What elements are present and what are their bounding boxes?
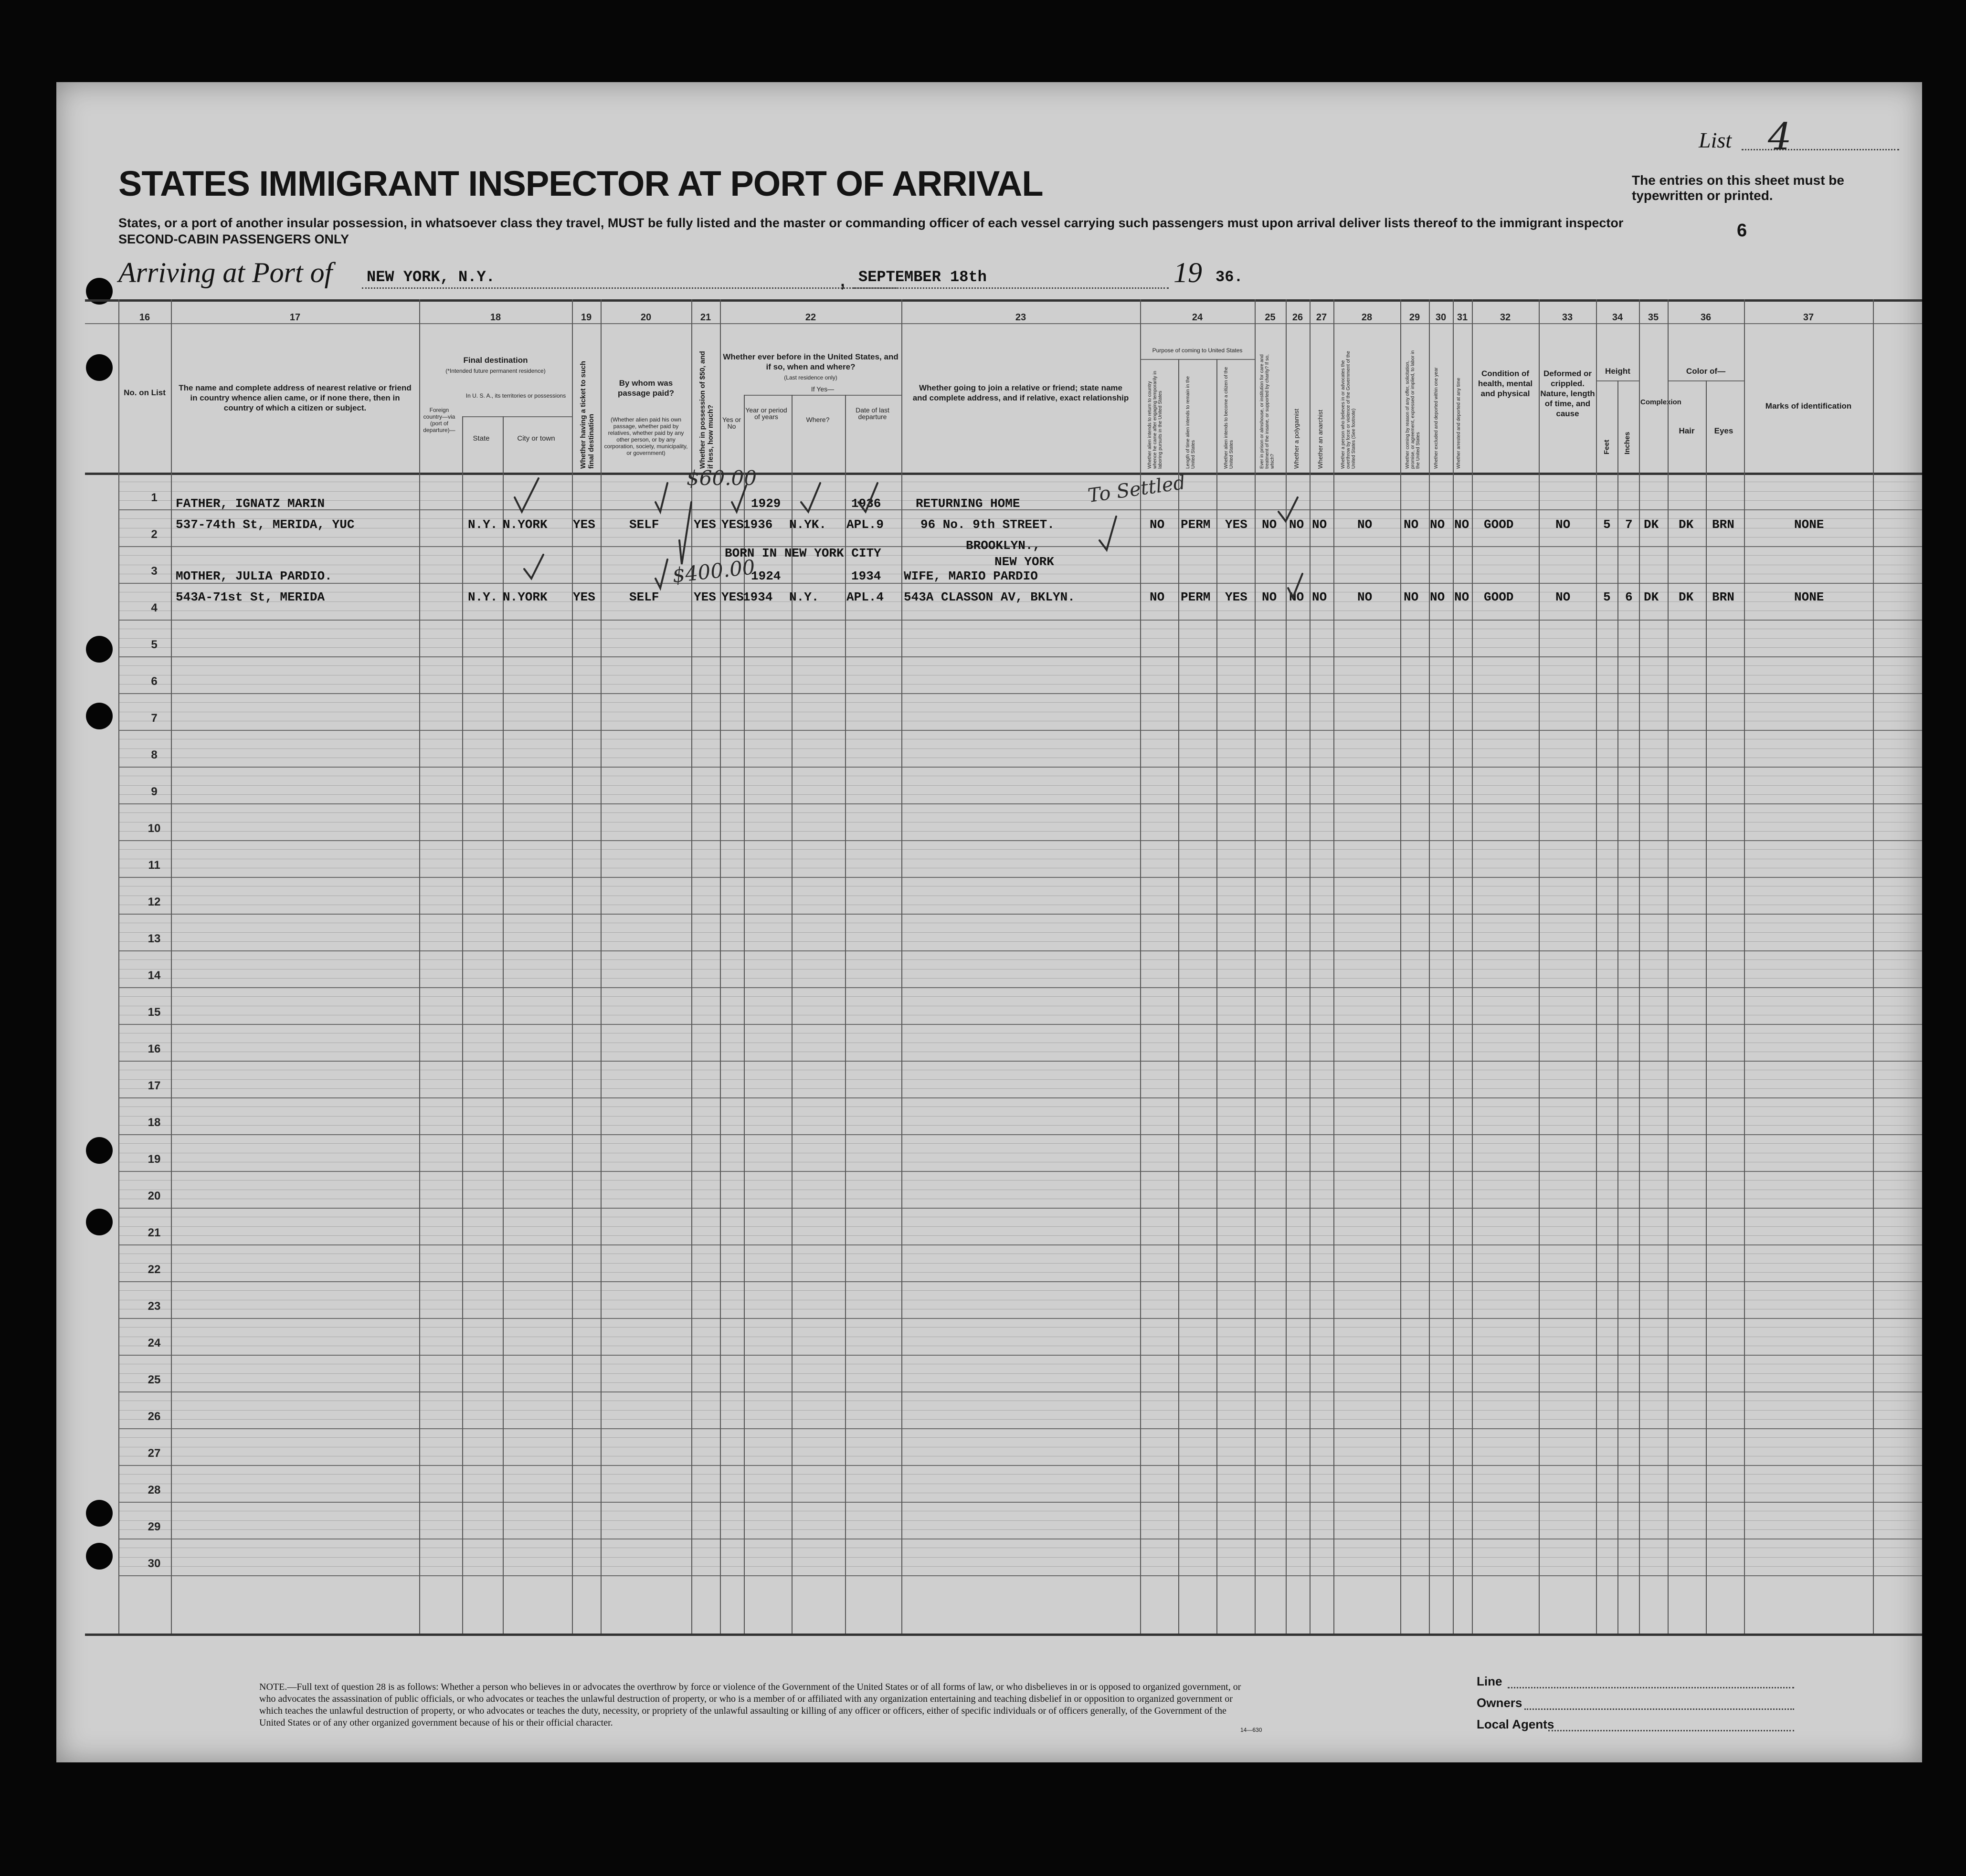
- colnum-31: 31: [1457, 312, 1468, 323]
- manifest-sheet: [56, 82, 1922, 1762]
- owners-label: Owners: [1477, 1696, 1522, 1710]
- date-value: SEPTEMBER 18th: [858, 268, 987, 286]
- ruled-line: [118, 1235, 1922, 1236]
- ruled-line: [118, 1143, 1922, 1144]
- header-deformed: Deformed or crippled. Nature, length of time, and cause: [1540, 369, 1595, 418]
- owners-dots: [1524, 1708, 1794, 1710]
- header-yes-no: Yes or No: [722, 416, 741, 430]
- entry-before-yes: YES: [721, 590, 744, 604]
- colnum-17: 17: [289, 312, 301, 323]
- header-health: Condition of health, mental and physical: [1478, 369, 1533, 398]
- ruled-line: [118, 831, 1922, 832]
- row-number: 29: [148, 1520, 161, 1533]
- entry-join: WIFE, MARIO PARDIO: [904, 569, 1038, 583]
- footnote-question-28: NOTE.—Full text of question 28 is as follows: Whether a person who believes in or advocates the overthrow by force or violence of the Government of the United States or of all forms of law, or who disbelieves in or is opposed to organized government, or who advocates the assassination of public officials, or who advocates or teaches the unlawful destruction of property, or who is a member of or affiliated with any organization entertaining and teaching disbelief in or opposition to organized government or which teaches the unlawful destruction of property, or who advocates or teaches the duty, necessity, or propriety of the unlawful assaulting or killing of any officer or officers, either of specific individuals or of officers generally, of the Government of the United States or of any other organized government because of his or their official character.: [259, 1682, 1241, 1728]
- header-q28: Whether a person who believes in or advocates the overthrow by force or violence of the Government of the United States (See footnote): [1341, 351, 1356, 469]
- line-label: Line: [1477, 1674, 1502, 1688]
- header-before-in-us: Whether ever before in the United States, and if so, when and where?: [723, 352, 898, 371]
- row-number: 15: [148, 1005, 161, 1019]
- entry-deformed: NO: [1555, 590, 1571, 604]
- entry-years: 1929: [751, 496, 781, 511]
- list-number: 4: [1768, 116, 1792, 158]
- ruled-line: [118, 1327, 1922, 1328]
- header-city: City or town: [517, 434, 555, 443]
- row-number: 2: [151, 527, 158, 541]
- row-number: 23: [148, 1299, 161, 1313]
- row-number: 21: [148, 1226, 161, 1239]
- entry-health: GOOD: [1484, 517, 1514, 532]
- entry-before-yes: YES: [721, 517, 744, 532]
- entry-citizen: YES: [1225, 517, 1247, 532]
- colnum-24: 24: [1192, 312, 1203, 323]
- row-number: 14: [148, 969, 161, 982]
- ruled-line: [118, 1437, 1922, 1438]
- ruled-line: [118, 1566, 1922, 1567]
- ruled-line: [118, 849, 1922, 850]
- row-number: 4: [151, 601, 158, 614]
- entry-marks: NONE: [1794, 590, 1824, 604]
- ruled-line: [118, 941, 1922, 942]
- entry-years: 1936: [743, 517, 773, 532]
- header-height: Height: [1605, 367, 1630, 376]
- check-mark: [655, 483, 667, 512]
- entry-prison: NO: [1262, 517, 1277, 532]
- ruled-line: [118, 1520, 1922, 1521]
- check-mark: [1099, 516, 1116, 550]
- colnum-36: 36: [1700, 312, 1712, 323]
- punch-hole: [86, 703, 113, 729]
- colnum-27: 27: [1316, 312, 1327, 323]
- entry-eyes: BRN: [1712, 590, 1734, 604]
- colnum-20: 20: [640, 312, 652, 323]
- entry-paid-by: SELF: [629, 517, 659, 532]
- entry-relative: MOTHER, JULIA PARDIO.: [176, 569, 332, 583]
- row-number: 13: [148, 932, 161, 945]
- entry-anarchist: NO: [1312, 590, 1327, 604]
- ruled-line: [118, 748, 1922, 749]
- colnum-26: 26: [1292, 312, 1303, 323]
- entry-feet: 5: [1603, 517, 1611, 532]
- ruled-line: [118, 1529, 1922, 1530]
- ruled-line: [118, 1373, 1922, 1374]
- ruled-line: [118, 1428, 1922, 1429]
- check-mark: [679, 502, 691, 564]
- entry-money: YES: [694, 590, 716, 604]
- colnum-29: 29: [1409, 312, 1420, 323]
- row-number: 7: [151, 711, 158, 725]
- entry-deformed: NO: [1555, 517, 1571, 532]
- header-if-yes: If Yes—: [811, 385, 835, 393]
- row-number: 27: [148, 1446, 161, 1460]
- entry-relative: FATHER, IGNATZ MARIN: [176, 496, 325, 511]
- ruled-line: [118, 1061, 1922, 1062]
- header-marks: Marks of identification: [1765, 401, 1852, 411]
- check-marks: [56, 82, 1922, 703]
- row-number: 11: [148, 858, 160, 872]
- header-length-of-stay: Length of time alien intends to remain in the United States: [1185, 376, 1196, 469]
- header-q31: Whether arrested and deported at any time: [1456, 378, 1461, 469]
- entry-ticket: YES: [573, 590, 595, 604]
- check-mark: [515, 478, 539, 512]
- colnum-30: 30: [1435, 312, 1447, 323]
- ruled-line: [118, 1355, 1922, 1356]
- entry-state: N.Y.: [468, 517, 498, 532]
- ruled-line: [118, 1382, 1922, 1383]
- ruled-line: [118, 840, 1922, 841]
- ruled-line: [118, 1281, 1922, 1282]
- ruled-line: [118, 969, 1922, 970]
- ruled-line: [118, 914, 1922, 915]
- entry-paid-by: SELF: [629, 590, 659, 604]
- header-complexion: Complexion: [1640, 398, 1681, 406]
- row-number: 19: [148, 1152, 161, 1166]
- ruled-line: [118, 794, 1922, 795]
- row-number: 10: [148, 822, 161, 835]
- entry-q28: NO: [1357, 590, 1373, 604]
- colnum-35: 35: [1648, 312, 1659, 323]
- entry-money-handwritten: $60.00: [687, 466, 757, 490]
- ruled-line: [118, 950, 1922, 951]
- entry-return: NO: [1150, 517, 1165, 532]
- check-mark: [1288, 574, 1302, 598]
- header-q29: Whether coming by reason of any offer, solicitation, promise, or agreement, expressed or implied, to labor in the United States: [1405, 350, 1421, 469]
- header-inches: Inches: [1623, 432, 1631, 454]
- subtitle-line: States, or a port of another insular possession, in whatsoever class they travel, MUST be fully listed and the master or commanding officer of each vessel carrying such passengers must upon arrival deliver lists thereof to the immigrant inspector: [118, 216, 1624, 230]
- ruled-line: [118, 1088, 1922, 1089]
- entry-return: NO: [1150, 590, 1165, 604]
- entry-q30: NO: [1430, 517, 1445, 532]
- arriving-label: Arriving at Port of: [118, 257, 333, 288]
- entry-join: RETURNING HOME: [916, 496, 1020, 511]
- header-state: State: [473, 434, 490, 443]
- entry-years: 1924: [751, 569, 781, 583]
- entry-join-address: 96 No. 9th STREET.: [920, 517, 1055, 532]
- ruled-line: [118, 1502, 1922, 1503]
- row-number: 25: [148, 1373, 161, 1386]
- ruled-line: [118, 996, 1922, 997]
- entry-ticket: YES: [573, 517, 595, 532]
- entry-q29: NO: [1404, 517, 1419, 532]
- row-number: 6: [151, 675, 158, 688]
- ruled-line: [118, 978, 1922, 979]
- ruled-line: [118, 1272, 1922, 1273]
- ruled-line: [118, 812, 1922, 813]
- check-mark: [1279, 497, 1298, 521]
- colnum-23: 23: [1015, 312, 1026, 323]
- table-bottom-border: [85, 1634, 1922, 1636]
- entry-hair: DK: [1679, 590, 1694, 604]
- header-money: Whether in possession of $50, and if less, how much?: [698, 351, 715, 469]
- entry-citizen: YES: [1225, 590, 1247, 604]
- ruled-line: [118, 959, 1922, 960]
- entry-q30: NO: [1430, 590, 1445, 604]
- ruled-line: [118, 1226, 1922, 1227]
- ruled-line: [118, 877, 1922, 878]
- header-passage-paid-note: (Whether alien paid his own passage, whether paid by relatives, whether paid by any other person, or by any corporation, society, municipality, or government): [604, 416, 688, 456]
- check-mark: [801, 483, 820, 512]
- punch-hole: [86, 1137, 113, 1164]
- entry-inches: 6: [1625, 590, 1633, 604]
- entry-where: N.YK.: [789, 517, 827, 532]
- header-q30: Whether excluded and deported within one year: [1434, 367, 1439, 469]
- agents-dots: [1548, 1730, 1794, 1731]
- header-going-to-join: Whether going to join a relative or friend; state name and complete address, and if relative, exact relationship: [912, 383, 1129, 402]
- entry-note: The entries on this sheet must be typewritten or printed.: [1632, 173, 1844, 203]
- row-number: 16: [148, 1042, 161, 1055]
- ruled-line: [118, 987, 1922, 988]
- header-feet: Feet: [1603, 440, 1611, 454]
- ruled-line: [118, 767, 1922, 768]
- entry-years: 1934: [743, 590, 773, 604]
- entry-length: PERM: [1181, 517, 1211, 532]
- ruled-line: [118, 1097, 1922, 1098]
- colnum-19: 19: [581, 312, 592, 323]
- entry-anarchist: NO: [1312, 517, 1327, 532]
- header-relative: The name and complete address of nearest relative or friend in country whence alien came, or if none there, then in country of which a citizen or subject.: [179, 383, 412, 412]
- ruled-line: [118, 1318, 1922, 1319]
- sheet-number: 6: [1737, 221, 1747, 241]
- header-passage-paid: By whom was passage paid?: [617, 379, 675, 398]
- header-ticket: Whether having a ticket to such final destination: [579, 361, 595, 469]
- entry-join-state: NEW YORK: [994, 555, 1054, 569]
- entry-q29: NO: [1404, 590, 1419, 604]
- row-number: 12: [148, 895, 161, 908]
- entry-money: YES: [694, 517, 716, 532]
- ruled-line: [118, 1079, 1922, 1080]
- header-last-residence: (Last residence only): [784, 374, 837, 381]
- colnum-21: 21: [700, 312, 711, 323]
- ruled-line: [118, 1116, 1922, 1117]
- ruled-line: [118, 1024, 1922, 1025]
- header-final-destination-note: (*Intended future permanent residence): [445, 368, 546, 374]
- punch-hole: [86, 1209, 113, 1235]
- colnum-34: 34: [1612, 312, 1623, 323]
- colnum-32: 32: [1500, 312, 1511, 323]
- ruled-line: [118, 1134, 1922, 1135]
- entry-state: N.Y.: [468, 590, 498, 604]
- header-eyes: Eyes: [1714, 426, 1733, 435]
- subtitle-line: SECOND-CABIN PASSENGERS ONLY: [118, 232, 349, 246]
- ruled-line: [118, 1263, 1922, 1264]
- entry-complexion: DK: [1644, 590, 1659, 604]
- header-citizen-intent: Whether alien intends to become a citizen of the United States: [1224, 367, 1234, 469]
- entry-departure: 1934: [851, 569, 881, 583]
- colnum-22: 22: [805, 312, 816, 323]
- ruled-line: [118, 1244, 1922, 1245]
- ruled-line: [118, 1474, 1922, 1475]
- entry-departure: APL.4: [846, 590, 884, 604]
- punch-hole: [86, 1500, 113, 1527]
- entry-q28: NO: [1357, 517, 1373, 532]
- entry-q31: NO: [1454, 517, 1469, 532]
- form-code: 14—630: [1240, 1727, 1262, 1733]
- entry-prison: NO: [1262, 590, 1277, 604]
- local-agents-label: Local Agents: [1477, 1717, 1554, 1731]
- ruled-line: [118, 932, 1922, 933]
- entry-feet: 5: [1603, 590, 1611, 604]
- entry-complexion: DK: [1644, 517, 1659, 532]
- list-label: List: [1699, 128, 1732, 152]
- entry-city: N.YORK: [503, 590, 548, 604]
- header-final-destination: Final destination: [463, 356, 528, 365]
- entry-departure: 1936: [851, 496, 881, 511]
- header-hair: Hair: [1679, 426, 1695, 435]
- row-number: 22: [148, 1263, 161, 1276]
- header-foreign-country: Foreign country—via (port of departure)—: [423, 407, 455, 433]
- entry-relative-address: 537-74th St, MERIDA, YUC: [176, 517, 355, 532]
- row-number: 3: [151, 564, 158, 578]
- colnum-33: 33: [1562, 312, 1573, 323]
- punch-hole: [86, 1543, 113, 1570]
- header-anarchist: Whether an anarchist: [1317, 410, 1324, 469]
- ruled-line: [118, 1419, 1922, 1420]
- entry-polygamist: NO: [1289, 517, 1304, 532]
- header-year: Year or period of years: [745, 406, 787, 421]
- entry-marks: NONE: [1794, 517, 1824, 532]
- row-number: 18: [148, 1116, 161, 1129]
- comma: ,: [839, 265, 846, 292]
- row-number: 8: [151, 748, 158, 761]
- colnum-37: 37: [1803, 312, 1814, 323]
- ruled-line: [118, 1465, 1922, 1466]
- row-number: 5: [151, 638, 158, 651]
- header-date-departure: Date of last departure: [856, 406, 889, 421]
- ruled-line: [118, 730, 1922, 731]
- entry-money-handwritten: $400.00: [671, 555, 756, 587]
- ruled-line: [118, 1410, 1922, 1411]
- entry-length: PERM: [1181, 590, 1211, 604]
- header-where: Where?: [806, 416, 830, 423]
- header-polygamist: Whether a polygamist: [1293, 409, 1300, 469]
- row-number: 20: [148, 1189, 161, 1202]
- ruled-line: [118, 785, 1922, 786]
- row-number: 9: [151, 785, 158, 798]
- colnum-18: 18: [490, 312, 501, 323]
- entry-eyes: BRN: [1712, 517, 1734, 532]
- entry-join-address: 543A CLASSON AV, BKLYN.: [904, 590, 1075, 604]
- header-no-on-list: No. on List: [124, 388, 166, 397]
- ruled-line: [118, 1391, 1922, 1392]
- header-return-intent: Whether alien intends to return to country whence he came after engaging temporarily in laboring pursuits in the United States: [1147, 370, 1163, 469]
- ruled-line: [118, 1575, 1922, 1576]
- check-mark: [732, 485, 746, 512]
- check-mark: [858, 483, 877, 512]
- port-value: NEW YORK, N.Y.: [367, 268, 495, 286]
- entry-q31: NO: [1454, 590, 1469, 604]
- header-purpose: Purpose of coming to United States: [1152, 347, 1243, 354]
- row-number: 24: [148, 1336, 161, 1349]
- check-mark: [655, 559, 667, 588]
- entry-departure: APL.9: [846, 517, 884, 532]
- entry-health: GOOD: [1484, 590, 1514, 604]
- ruled-line: [118, 803, 1922, 804]
- entry-where: N.Y.: [789, 590, 819, 604]
- header-prison: Ever in prison or almshouse, or institution for care and treatment of the insane, or supported by charity? If so, which?: [1259, 354, 1275, 469]
- ruled-line: [118, 1557, 1922, 1558]
- ruled-line: [118, 1171, 1922, 1172]
- check-mark: [524, 555, 543, 579]
- row-number: 17: [148, 1079, 161, 1092]
- colnum-28: 28: [1361, 312, 1373, 323]
- entry-born-note: BORN IN NEW YORK CITY: [725, 546, 881, 560]
- ruled-line: [118, 1208, 1922, 1209]
- ruled-line: [118, 1125, 1922, 1126]
- year-prefix: 19: [1173, 257, 1202, 288]
- ruled-line: [118, 1290, 1922, 1291]
- row-number: 26: [148, 1410, 161, 1423]
- entry-relative-address: 543A-71st St, MERIDA: [176, 590, 325, 604]
- row-number: 30: [148, 1557, 161, 1570]
- row-number: 28: [148, 1483, 161, 1497]
- header-in-usa: In U. S. A., its territories or possessions: [465, 392, 566, 399]
- header-color: Color of—: [1686, 367, 1726, 376]
- entry-join-city: BROOKLYN.,: [966, 538, 1041, 553]
- entry-polygamist: NO: [1289, 590, 1304, 604]
- colnum-25: 25: [1265, 312, 1276, 323]
- colnum-16: 16: [139, 312, 150, 323]
- entry-join-handwritten: To Settled: [1086, 471, 1187, 507]
- row-number: 1: [151, 491, 158, 504]
- page-title: STATES IMMIGRANT INSPECTOR AT PORT OF ARRIVAL: [118, 164, 1043, 203]
- entry-inches: 7: [1625, 517, 1633, 532]
- year-suffix: 36.: [1216, 268, 1243, 286]
- entry-city: N.YORK: [503, 517, 548, 532]
- line-dots: [1508, 1687, 1794, 1688]
- entry-hair: DK: [1679, 517, 1694, 532]
